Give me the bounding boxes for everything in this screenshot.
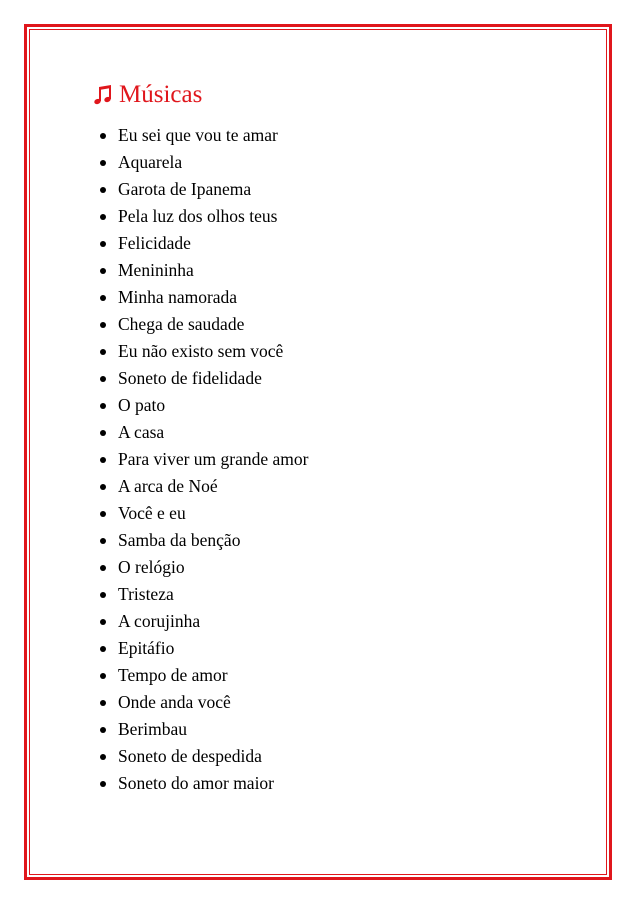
song-title: Minha namorada [118, 287, 238, 307]
bullet-icon [100, 241, 106, 247]
song-title: Onde anda você [118, 692, 231, 712]
bullet-icon [100, 727, 106, 733]
song-title: Menininha [118, 260, 194, 280]
song-title: A corujinha [118, 611, 201, 631]
song-title: Eu não existo sem você [118, 341, 284, 361]
song-title: Berimbau [118, 719, 188, 739]
song-title: Chega de saudade [118, 314, 245, 334]
song-title: O pato [118, 395, 166, 415]
list-item [100, 473, 308, 500]
list-item [100, 230, 308, 257]
bullet-icon [100, 133, 106, 139]
list-item [100, 635, 308, 662]
list-item [100, 392, 308, 419]
song-title: O relógio [118, 557, 185, 577]
section-heading [91, 80, 202, 110]
list-item [100, 581, 308, 608]
song-title: Tristeza [118, 584, 174, 604]
bullet-icon [100, 349, 106, 355]
bullet-icon [100, 484, 106, 490]
bullet-icon [100, 430, 106, 436]
song-title: Para viver um grande amor [118, 449, 309, 469]
song-title: Eu sei que vou te amar [118, 125, 278, 145]
bullet-icon [100, 214, 106, 220]
song-title: Garota de Ipanema [118, 179, 252, 199]
song-list [100, 122, 308, 797]
song-title: Soneto de fidelidade [118, 368, 262, 388]
song-title: Felicidade [118, 233, 191, 253]
music-note-icon [91, 83, 115, 107]
bullet-icon [100, 187, 106, 193]
list-item [100, 365, 308, 392]
list-item [100, 716, 308, 743]
list-item [100, 446, 308, 473]
list-item [100, 419, 308, 446]
list-item [100, 662, 308, 689]
list-item [100, 500, 308, 527]
bullet-icon [100, 781, 106, 787]
bullet-icon [100, 592, 106, 598]
bullet-icon [100, 700, 106, 706]
list-item [100, 689, 308, 716]
song-title: A arca de Noé [118, 476, 218, 496]
bullet-icon [100, 538, 106, 544]
bullet-icon [100, 160, 106, 166]
song-title: Tempo de amor [118, 665, 228, 685]
bullet-icon [100, 673, 106, 679]
song-title: Pela luz dos olhos teus [118, 206, 278, 226]
list-item [100, 257, 308, 284]
bullet-icon [100, 295, 106, 301]
list-item [100, 608, 308, 635]
song-title: Samba da benção [118, 530, 241, 550]
list-item [100, 149, 308, 176]
bullet-icon [100, 322, 106, 328]
list-item [100, 743, 308, 770]
list-item [100, 203, 308, 230]
song-title: Epitáfio [118, 638, 175, 658]
song-title: Aquarela [118, 152, 183, 172]
list-item [100, 554, 308, 581]
list-item [100, 284, 308, 311]
bullet-icon [100, 268, 106, 274]
bullet-icon [100, 403, 106, 409]
list-item [100, 527, 308, 554]
bullet-icon [100, 376, 106, 382]
list-item [100, 122, 308, 149]
song-title: A casa [118, 422, 165, 442]
bullet-icon [100, 619, 106, 625]
list-item [100, 338, 308, 365]
song-title: Soneto de despedida [118, 746, 262, 766]
bullet-icon [100, 457, 106, 463]
section-title: Músicas [119, 81, 203, 108]
song-title: Soneto do amor maior [118, 773, 275, 793]
list-item [100, 176, 308, 203]
bullet-icon [100, 754, 106, 760]
bullet-icon [100, 511, 106, 517]
bullet-icon [100, 646, 106, 652]
song-title: Você e eu [118, 503, 186, 523]
bullet-icon [100, 565, 106, 571]
list-item [100, 770, 308, 797]
list-item [100, 311, 308, 338]
